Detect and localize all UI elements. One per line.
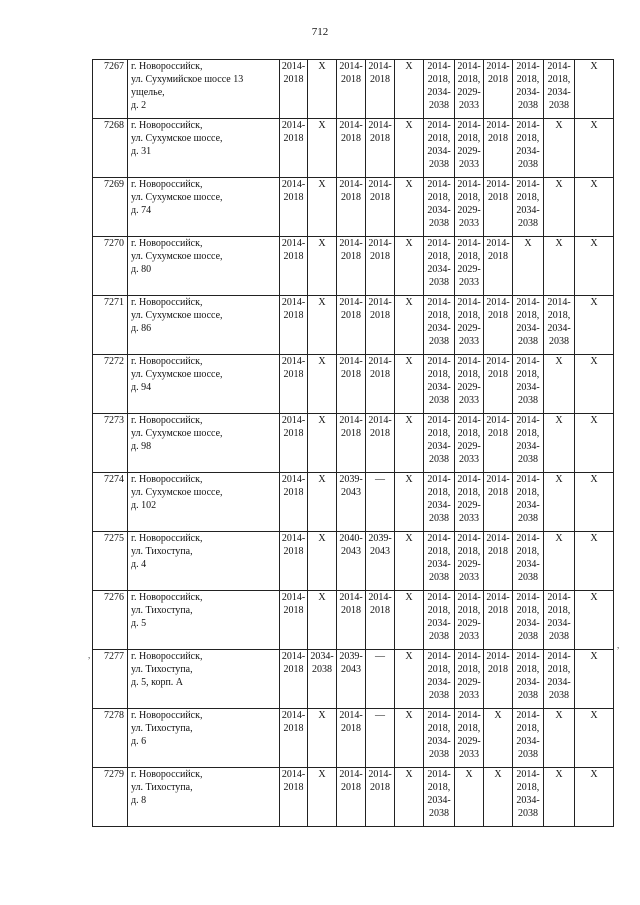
table-row (93, 60, 614, 119)
period-cell: 2014- 2018, 2034- 2038 (424, 355, 455, 414)
period-cell: X (308, 591, 337, 650)
period-cell: 2014- 2018, 2029- 2033 (455, 414, 484, 473)
period-cell: X (308, 768, 337, 827)
period-cell: 2014- 2018, 2034- 2038 (424, 60, 455, 119)
period-cell: X (575, 355, 614, 414)
period-cell: 2014- 2018 (280, 650, 308, 709)
period-cell: 2014- 2018 (484, 414, 513, 473)
period-cell: 2014- 2018, 2034- 2038 (424, 119, 455, 178)
table-row (93, 119, 614, 178)
period-cell: 2014- 2018, 2034- 2038 (513, 119, 544, 178)
period-cell: 2039- 2043 (337, 650, 366, 709)
period-cell: 2014- 2018 (484, 178, 513, 237)
row-number-cell: 7276 (93, 591, 128, 650)
period-cell: 2014- 2018, 2034- 2038 (513, 60, 544, 119)
period-cell: 2014- 2018, 2034- 2038 (513, 768, 544, 827)
address-cell: г. Новороссийск, ул. Тихоступа, д. 4 (128, 532, 280, 591)
period-cell: X (395, 355, 424, 414)
row-number-cell: 7279 (93, 768, 128, 827)
period-cell: 2014- 2018 (280, 355, 308, 414)
period-cell: 2014- 2018, 2034- 2038 (544, 650, 575, 709)
period-cell: X (395, 119, 424, 178)
row-number-cell: 7273 (93, 414, 128, 473)
table-row (93, 768, 614, 827)
table-row (93, 591, 614, 650)
period-cell: 2014- 2018 (280, 119, 308, 178)
period-cell: X (308, 414, 337, 473)
period-cell: 2014- 2018 (337, 709, 366, 768)
period-cell: 2014- 2018, 2034- 2038 (424, 178, 455, 237)
period-cell: X (395, 473, 424, 532)
period-cell: X (544, 532, 575, 591)
period-cell: X (575, 119, 614, 178)
row-number-cell: 7275 (93, 532, 128, 591)
period-cell: 2014- 2018, 2034- 2038 (424, 414, 455, 473)
table-row (93, 532, 614, 591)
period-cell: X (308, 178, 337, 237)
period-cell: 2014- 2018 (366, 178, 395, 237)
period-cell: X (308, 119, 337, 178)
page-number: 712 (311, 26, 329, 38)
period-cell: X (575, 650, 614, 709)
period-cell: 2014- 2018, 2034- 2038 (513, 355, 544, 414)
period-cell: X (575, 709, 614, 768)
period-cell: 2014- 2018 (366, 768, 395, 827)
row-number-cell: 7267 (93, 60, 128, 119)
period-cell: 2014- 2018 (366, 60, 395, 119)
row-number-cell: 7277 (93, 650, 128, 709)
period-cell: X (544, 119, 575, 178)
table-row (93, 178, 614, 237)
address-cell: г. Новороссийск, ул. Сухумское шоссе, д. 98 (128, 414, 280, 473)
address-cell: г. Новороссийск, ул. Тихоступа, д. 5, корп. А (128, 650, 280, 709)
address-cell: г. Новороссийск, ул. Сухумское шоссе, д. 80 (128, 237, 280, 296)
period-cell: 2014- 2018 (280, 591, 308, 650)
period-cell: X (395, 414, 424, 473)
period-cell: 2014- 2018, 2029- 2033 (455, 532, 484, 591)
period-cell: 2014- 2018, 2034- 2038 (513, 414, 544, 473)
address-cell: г. Новороссийск, ул. Сухумское шоссе, д. 74 (128, 178, 280, 237)
period-cell: X (395, 296, 424, 355)
period-cell: 2014- 2018 (366, 355, 395, 414)
period-cell: X (544, 178, 575, 237)
period-cell: 2014- 2018, 2034- 2038 (424, 473, 455, 532)
period-cell: X (575, 414, 614, 473)
period-cell: 2014- 2018 (337, 414, 366, 473)
period-cell: 2014- 2018 (280, 296, 308, 355)
period-cell: 2014- 2018 (366, 237, 395, 296)
period-cell: 2014- 2018, 2034- 2038 (424, 532, 455, 591)
period-cell: X (575, 178, 614, 237)
period-cell: 2014- 2018, 2029- 2033 (455, 650, 484, 709)
period-cell: X (544, 473, 575, 532)
table-body (93, 60, 614, 827)
period-cell: 2040- 2043 (337, 532, 366, 591)
period-cell: 2014- 2018, 2029- 2033 (455, 709, 484, 768)
period-cell: X (544, 709, 575, 768)
period-cell: 2014- 2018, 2029- 2033 (455, 355, 484, 414)
period-cell: X (395, 237, 424, 296)
period-cell: 2014- 2018, 2034- 2038 (544, 591, 575, 650)
period-cell: 2014- 2018 (484, 650, 513, 709)
period-cell: 2014- 2018 (484, 237, 513, 296)
period-cell: 2014- 2018, 2034- 2038 (513, 591, 544, 650)
period-cell: 2014- 2018, 2034- 2038 (424, 591, 455, 650)
period-cell: 2014- 2018 (280, 709, 308, 768)
period-cell: X (575, 532, 614, 591)
period-cell: X (395, 60, 424, 119)
table-row (93, 237, 614, 296)
period-cell: 2014- 2018 (280, 237, 308, 296)
row-number-cell: 7274 (93, 473, 128, 532)
period-cell: X (395, 591, 424, 650)
period-cell: 2014- 2018, 2029- 2033 (455, 591, 484, 650)
period-cell: X (544, 355, 575, 414)
period-cell: 2014- 2018, 2029- 2033 (455, 119, 484, 178)
period-cell: X (395, 709, 424, 768)
period-cell: 2014- 2018 (337, 237, 366, 296)
period-cell: 2014- 2018 (337, 60, 366, 119)
table-row (93, 473, 614, 532)
period-cell: X (308, 532, 337, 591)
period-cell: 2014- 2018, 2034- 2038 (424, 709, 455, 768)
address-cell: г. Новороссийск, ул. Сухумийское шоссе 13 ущелье, д. 2 (128, 60, 280, 119)
address-cell: г. Новороссийск, ул. Тихоступа, д. 8 (128, 768, 280, 827)
period-cell: 2014- 2018, 2034- 2038 (513, 296, 544, 355)
period-cell: 2014- 2018, 2034- 2038 (513, 532, 544, 591)
period-cell: 2014- 2018 (366, 591, 395, 650)
period-cell: X (308, 237, 337, 296)
period-cell: 2014- 2018 (337, 119, 366, 178)
period-cell: 2039- 2043 (366, 532, 395, 591)
period-cell: 2014- 2018 (337, 355, 366, 414)
housing-register-table (92, 59, 614, 827)
period-cell: 2014- 2018, 2029- 2033 (455, 237, 484, 296)
period-cell: 2014- 2018 (280, 414, 308, 473)
period-cell: 2039- 2043 (337, 473, 366, 532)
period-cell: X (544, 414, 575, 473)
period-cell: 2014- 2018 (280, 473, 308, 532)
period-cell: 2014- 2018 (484, 296, 513, 355)
period-cell: 2014- 2018 (484, 591, 513, 650)
period-cell: 2014- 2018 (280, 768, 308, 827)
row-number-cell: 7268 (93, 119, 128, 178)
table-row (93, 414, 614, 473)
period-cell: 2014- 2018, 2034- 2038 (424, 296, 455, 355)
period-cell: — (366, 473, 395, 532)
period-cell: 2014- 2018 (337, 768, 366, 827)
period-cell: X (395, 768, 424, 827)
period-cell: 2014- 2018, 2034- 2038 (424, 650, 455, 709)
period-cell: 2014- 2018 (337, 591, 366, 650)
period-cell: 2014- 2018, 2034- 2038 (513, 473, 544, 532)
period-cell: X (395, 532, 424, 591)
row-number-cell: 7271 (93, 296, 128, 355)
period-cell: X (575, 591, 614, 650)
period-cell: X (544, 237, 575, 296)
row-number-cell: 7269 (93, 178, 128, 237)
period-cell: 2014- 2018, 2034- 2038 (424, 237, 455, 296)
period-cell: 2014- 2018, 2034- 2038 (544, 296, 575, 355)
period-cell: X (308, 296, 337, 355)
address-cell: г. Новороссийск, ул. Тихоступа, д. 6 (128, 709, 280, 768)
table-row (93, 355, 614, 414)
period-cell: X (575, 60, 614, 119)
period-cell: 2014- 2018 (484, 60, 513, 119)
period-cell: 2014- 2018 (280, 60, 308, 119)
period-cell: X (575, 473, 614, 532)
period-cell: 2014- 2018 (484, 473, 513, 532)
period-cell: 2014- 2018, 2034- 2038 (513, 709, 544, 768)
address-cell: г. Новороссийск, ул. Сухумское шоссе, д. 86 (128, 296, 280, 355)
period-cell: 2014- 2018 (484, 355, 513, 414)
period-cell: 2014- 2018 (280, 178, 308, 237)
period-cell: X (575, 768, 614, 827)
period-cell: 2014- 2018, 2034- 2038 (513, 178, 544, 237)
period-cell: 2014- 2018, 2029- 2033 (455, 473, 484, 532)
period-cell: 2034- 2038 (308, 650, 337, 709)
row-number-cell: 7270 (93, 237, 128, 296)
period-cell: X (484, 768, 513, 827)
period-cell: 2014- 2018 (366, 119, 395, 178)
period-cell: 2014- 2018, 2034- 2038 (424, 768, 455, 827)
period-cell: X (575, 296, 614, 355)
period-cell: X (308, 355, 337, 414)
period-cell: — (366, 709, 395, 768)
period-cell: 2014- 2018 (280, 532, 308, 591)
period-cell: X (513, 237, 544, 296)
period-cell: X (308, 60, 337, 119)
period-cell: X (484, 709, 513, 768)
period-cell: 2014- 2018, 2029- 2033 (455, 60, 484, 119)
period-cell: X (395, 178, 424, 237)
period-cell: X (544, 768, 575, 827)
scan-mark-left: , (88, 650, 91, 660)
period-cell: 2014- 2018 (337, 296, 366, 355)
period-cell: 2014- 2018 (366, 414, 395, 473)
period-cell: 2014- 2018 (337, 178, 366, 237)
period-cell: X (308, 473, 337, 532)
period-cell: X (575, 237, 614, 296)
table-row (93, 296, 614, 355)
row-number-cell: 7278 (93, 709, 128, 768)
period-cell: 2014- 2018, 2034- 2038 (513, 650, 544, 709)
period-cell: 2014- 2018 (484, 119, 513, 178)
address-cell: г. Новороссийск, ул. Сухумское шоссе, д. 31 (128, 119, 280, 178)
row-number-cell: 7272 (93, 355, 128, 414)
period-cell: X (455, 768, 484, 827)
address-cell: г. Новороссийск, ул. Сухумское шоссе, д. 94 (128, 355, 280, 414)
period-cell: 2014- 2018 (366, 296, 395, 355)
address-cell: г. Новороссийск, ул. Тихоступа, д. 5 (128, 591, 280, 650)
period-cell: X (308, 709, 337, 768)
period-cell: 2014- 2018, 2029- 2033 (455, 296, 484, 355)
period-cell: X (395, 650, 424, 709)
table-row (93, 709, 614, 768)
address-cell: г. Новороссийск, ул. Сухумское шоссе, д. 102 (128, 473, 280, 532)
period-cell: — (366, 650, 395, 709)
period-cell: 2014- 2018, 2034- 2038 (544, 60, 575, 119)
table-row (93, 650, 614, 709)
scan-mark-right: , (617, 640, 620, 650)
period-cell: 2014- 2018 (484, 532, 513, 591)
period-cell: 2014- 2018, 2029- 2033 (455, 178, 484, 237)
